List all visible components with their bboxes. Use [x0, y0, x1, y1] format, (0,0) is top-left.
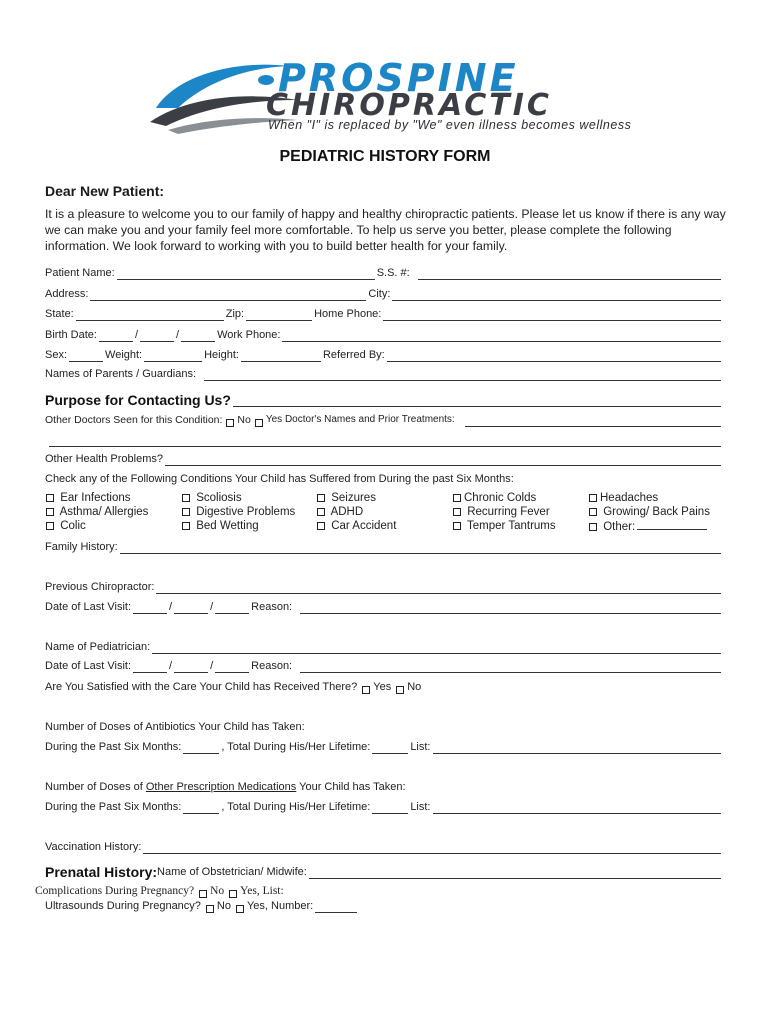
date-slash: / [169, 660, 173, 672]
row-other-rx [45, 780, 723, 794]
list-label: List: [410, 741, 431, 753]
home-phone-label: Home Phone: [314, 308, 382, 320]
row-ultrasounds [45, 899, 723, 913]
other-doctors-no-checkbox[interactable] [226, 419, 234, 427]
condition-label: Digestive Problems [196, 506, 296, 518]
condition-label: Seizures [331, 492, 376, 504]
checkbox[interactable] [317, 522, 325, 530]
address-field[interactable] [90, 290, 366, 301]
condition-item[interactable] [452, 519, 556, 533]
logo-word-chiropractic: CHIROPRACTIC [266, 88, 552, 123]
checkbox[interactable] [182, 508, 190, 516]
prenatal-heading: Prenatal History: [45, 864, 158, 880]
no-label: No [210, 885, 225, 897]
other-rx-label-underlined: Other Prescription Medications [145, 781, 297, 793]
other-health-label: Other Health Problems? [45, 453, 163, 465]
condition-label: Headaches [600, 492, 659, 504]
sex-label: Sex: [45, 349, 68, 361]
condition-label: Asthma/ Allergies [59, 506, 149, 518]
condition-item[interactable] [452, 491, 556, 505]
ped-visit-month-field[interactable] [133, 662, 167, 673]
logo-tagline: When "I" is replaced by "We" even illness becomes wellness [268, 118, 632, 132]
other-doctors-yes-checkbox[interactable] [255, 419, 263, 427]
yes-number-label: Yes, Number: [246, 900, 314, 912]
satisfied-label: Are You Satisfied with the Care Your Child has Received There? [45, 681, 358, 693]
condition-item[interactable] [45, 505, 148, 519]
chiro-reason-field[interactable] [300, 603, 721, 614]
ultrasounds-yes-checkbox[interactable] [236, 905, 244, 913]
chiro-visit-month-field[interactable] [133, 603, 167, 614]
conditions-col-2 [181, 491, 295, 533]
pediatrician-label: Name of Pediatrician: [45, 641, 151, 653]
height-label: Height: [204, 349, 239, 361]
condition-item[interactable] [181, 491, 295, 505]
lifetime-label: , Total During His/Her Lifetime: [221, 801, 371, 813]
address-label: Address: [45, 288, 89, 300]
condition-label: Growing/ Back Pains [603, 506, 710, 518]
chiro-visit-year-field[interactable] [215, 603, 249, 614]
prev-chiro-field[interactable] [156, 583, 721, 594]
condition-item[interactable] [316, 491, 396, 505]
condition-item[interactable] [316, 519, 396, 533]
family-history-field[interactable] [120, 543, 721, 554]
other-rx-label-pre: Number of Doses of [45, 781, 146, 793]
row-prenatal [45, 861, 723, 879]
checkbox[interactable] [182, 494, 190, 502]
ped-visit-year-field[interactable] [215, 662, 249, 673]
patient-name-field[interactable] [117, 269, 375, 280]
checkbox[interactable] [589, 508, 597, 516]
row-birth-date [45, 328, 723, 342]
rx-six-months-field[interactable] [183, 803, 219, 814]
row-complications [35, 884, 713, 898]
row-other-doctors [45, 413, 723, 427]
row-chiro-last-visit [45, 600, 723, 614]
past-six-months-label: During the Past Six Months: [45, 741, 182, 753]
birth-date-label: Birth Date: [45, 329, 97, 341]
condition-label: Car Accident [331, 520, 397, 532]
complications-yes-checkbox[interactable] [229, 890, 237, 898]
satisfied-no-checkbox[interactable] [396, 686, 404, 694]
sex-field[interactable] [69, 351, 103, 362]
date-slash: / [169, 601, 173, 613]
row-patient-name [45, 266, 723, 280]
family-history-label: Family History: [45, 541, 118, 553]
prev-chiro-label: Previous Chiropractor: [45, 581, 155, 593]
condition-item[interactable] [316, 505, 396, 519]
rx-lifetime-field[interactable] [372, 803, 408, 814]
lifetime-label: , Total During His/Her Lifetime: [221, 741, 371, 753]
condition-label: Recurring Fever [467, 506, 550, 518]
satisfied-yes-checkbox[interactable] [362, 686, 370, 694]
work-phone-label: Work Phone: [217, 329, 281, 341]
row-sex [45, 348, 723, 362]
row-family-history [45, 540, 723, 554]
rx-list-field[interactable] [433, 803, 722, 814]
weight-field[interactable] [144, 351, 202, 362]
condition-item[interactable] [181, 505, 295, 519]
yes-list-label: Yes, List: [240, 885, 284, 897]
ultrasounds-label: Ultrasounds During Pregnancy? [45, 900, 201, 912]
antibiotics-label: Number of Doses of Antibiotics Your Child has Taken: [45, 721, 305, 733]
referred-by-field[interactable] [387, 351, 721, 362]
yes-label: Yes [373, 681, 392, 693]
birth-month-field[interactable] [99, 331, 133, 342]
checkbox[interactable] [317, 494, 325, 502]
condition-item[interactable] [588, 505, 710, 519]
complications-label: Complications During Pregnancy? [35, 885, 195, 897]
yes-names-label: Yes Doctor's Names and Prior Treatments: [265, 414, 455, 425]
condition-label: ADHD [330, 506, 364, 518]
no-label: No [216, 900, 231, 912]
purpose-field[interactable] [233, 396, 721, 407]
condition-label: Colic [60, 520, 86, 532]
condition-label: Temper Tantrums [467, 520, 556, 532]
other-doctors-label: Other Doctors Seen for this Condition: [45, 414, 223, 426]
row-prev-chiro [45, 580, 723, 594]
condition-label: Scoliosis [196, 492, 242, 504]
obstetrician-field[interactable] [309, 868, 721, 879]
row-vaccination [45, 840, 723, 854]
row-parents [45, 367, 723, 381]
logo-word-prospine: PROSPINE [278, 56, 519, 100]
checkbox[interactable] [453, 494, 461, 502]
condition-item[interactable] [588, 491, 710, 505]
ss-label: S.S. #: [376, 267, 410, 279]
conditions-col-4 [452, 491, 556, 533]
ultrasounds-number-field[interactable] [315, 902, 357, 913]
no-label: No [407, 681, 422, 693]
conditions-col-3 [316, 491, 396, 533]
pediatrician-field[interactable] [152, 643, 721, 654]
condition-item[interactable] [45, 519, 148, 533]
city-label: City: [368, 288, 391, 300]
no-label: No [237, 414, 251, 426]
other-health-field[interactable] [165, 455, 721, 466]
row-address [45, 287, 723, 301]
patient-name-label: Patient Name: [45, 267, 115, 279]
row-other-rx-doses [45, 800, 723, 814]
antibiotics-six-months-field[interactable] [183, 743, 219, 754]
checkbox[interactable] [589, 523, 597, 531]
city-field[interactable] [392, 290, 721, 301]
weight-label: Weight: [105, 349, 143, 361]
condition-label: Ear Infections [60, 492, 131, 504]
height-field[interactable] [241, 351, 321, 362]
prior-treatments-field[interactable] [465, 416, 721, 427]
date-slash: / [210, 601, 214, 613]
other-rx-label-post: Your Child has Taken: [296, 781, 406, 793]
complications-no-checkbox[interactable] [199, 890, 207, 898]
row-antibiotics [45, 720, 723, 734]
checkbox[interactable] [182, 522, 190, 530]
check-conditions-label: Check any of the Following Conditions Your Child has Suffered from During the past Six Months: [45, 473, 514, 485]
antibiotics-list-field[interactable] [433, 743, 722, 754]
reason-label: Reason: [251, 601, 293, 613]
prior-treatments-field-2[interactable] [49, 436, 721, 447]
ss-field[interactable] [418, 269, 721, 280]
row-other-health [45, 452, 723, 466]
checkbox[interactable] [46, 494, 54, 502]
row-ped-last-visit [45, 659, 723, 673]
past-six-months-label: During the Past Six Months: [45, 801, 182, 813]
checkbox[interactable] [46, 508, 54, 516]
reason-label: Reason: [251, 660, 293, 672]
date-last-visit-label: Date of Last Visit: [45, 660, 132, 672]
obstetrician-label: Name of Obstetrician/ Midwife: [157, 866, 307, 878]
row-purpose [45, 389, 723, 407]
checkbox[interactable] [453, 522, 461, 530]
row-antibiotics-doses [45, 740, 723, 754]
zip-field[interactable] [246, 310, 312, 321]
checkbox[interactable] [453, 508, 461, 516]
row-satisfied [45, 680, 723, 694]
state-field[interactable] [76, 310, 224, 321]
condition-label: Other: [603, 521, 636, 533]
greeting: Dear New Patient: [45, 183, 165, 199]
condition-label: Chronic Colds [464, 492, 537, 504]
date-last-visit-label: Date of Last Visit: [45, 601, 132, 613]
checkbox[interactable] [46, 522, 54, 530]
referred-by-label: Referred By: [322, 349, 385, 361]
conditions-col-1 [45, 491, 148, 533]
conditions-col-5 [588, 491, 710, 533]
intro-paragraph: It is a pleasure to welcome you to our family of happy and healthy chiropractic patients. Please let us know if there is any way we can make you and your family feel more comfortable. To help us serve you better, please complete the following information. We look forward to working with you to build better health for your family. [45, 207, 726, 253]
prospine-logo [148, 56, 678, 134]
home-phone-field[interactable] [383, 310, 721, 321]
row-blank-line [45, 433, 723, 447]
purpose-heading: Purpose for Contacting Us? [45, 392, 231, 408]
ultrasounds-no-checkbox[interactable] [206, 905, 214, 913]
parents-label: Names of Parents / Guardians: [45, 368, 197, 380]
birth-day-field[interactable] [140, 331, 174, 342]
form-title: PEDIATRIC HISTORY FORM [279, 148, 491, 165]
vaccination-field[interactable] [143, 843, 721, 854]
parents-field[interactable] [204, 370, 721, 381]
birth-year-field[interactable] [181, 331, 215, 342]
date-slash: / [176, 329, 180, 341]
work-phone-field[interactable] [282, 331, 721, 342]
list-label: List: [410, 801, 431, 813]
row-state [45, 307, 723, 321]
condition-item[interactable] [181, 519, 295, 533]
zip-label: Zip: [225, 308, 245, 320]
ped-visit-day-field[interactable] [174, 662, 208, 673]
condition-item[interactable] [45, 491, 148, 505]
vaccination-label: Vaccination History: [45, 841, 142, 853]
condition-item[interactable] [588, 519, 710, 533]
state-label: State: [45, 308, 74, 320]
date-slash: / [210, 660, 214, 672]
condition-item[interactable] [452, 505, 556, 519]
row-pediatrician [45, 640, 723, 654]
chiro-visit-day-field[interactable] [174, 603, 208, 614]
date-slash: / [134, 329, 139, 341]
other-condition-field[interactable] [637, 519, 707, 530]
antibiotics-lifetime-field[interactable] [372, 743, 408, 754]
checkbox[interactable] [589, 494, 597, 502]
condition-label: Bed Wetting [196, 520, 259, 532]
row-check-conditions [45, 472, 723, 486]
checkbox[interactable] [317, 508, 325, 516]
ped-reason-field[interactable] [300, 662, 721, 673]
